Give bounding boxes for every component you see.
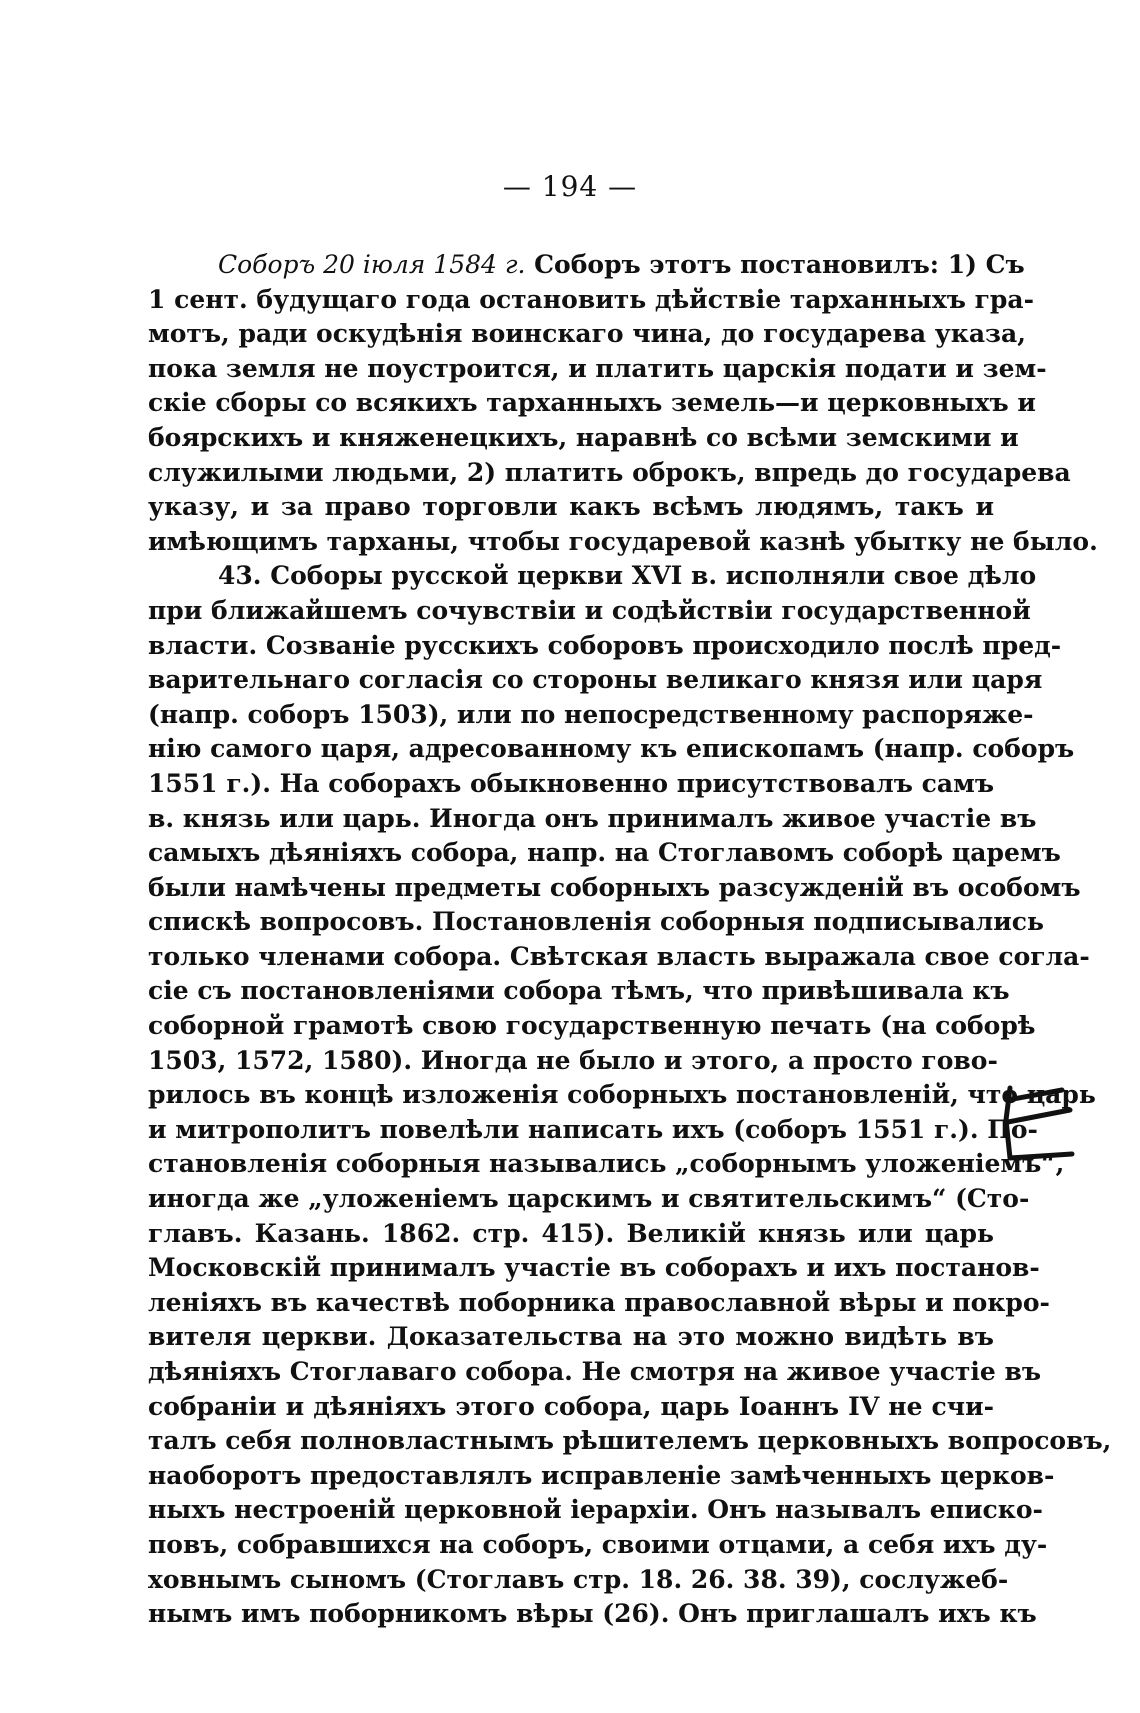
text-line: при ближайшемъ сочувствіи и содѣйствіи государственной [148,595,1031,625]
text-line: пока земля не поустроится, и платить царскія подати и зем- [148,353,1047,383]
body-text [148,248,1112,1632]
text-line-first [148,248,1025,283]
text-line: имѣющимъ тарханы, чтобы государевой казнѣ убытку не было. [148,526,1098,556]
text-line: (напр. соборъ 1503), или по непосредственному распоряже- [148,699,1034,729]
text-line: в. князь или царь. Иногда онъ принималъ живое участіе въ [148,803,1037,833]
text-line: самыхъ дѣяніяхъ собора, напр. на Стоглавомъ соборѣ царемъ [148,838,1061,868]
text-line: служилыми людьми, 2) платить оброкъ, впредь до государева [148,457,1071,487]
text-line: нію самого царя, адресованному къ епископамъ (напр. соборъ [148,734,1075,764]
text-line: Московскій принималъ участіе въ соборахъ и ихъ постанов- [148,1253,1040,1283]
text-line: ныхъ нестроеній церковной іерархіи. Онъ называлъ еписко- [148,1495,1043,1525]
text-line: рилось въ концѣ изложенія соборныхъ постановленій, что царь [148,1080,1096,1110]
text-line: спискѣ вопросовъ. Постановленія соборныя подписывались [148,907,1044,937]
page-number: — 194 — [502,170,638,203]
text-line: иногда же „уложеніемъ царскимъ и святительскимъ“ (Сто- [148,1184,1030,1214]
text-line: леніяхъ въ качествѣ поборника православной вѣры и покро- [148,1287,1050,1317]
handwritten-margin-mark-icon [1000,1080,1080,1170]
text-line: указу, и за право торговли какъ всѣмъ людямъ, такъ и [148,492,994,522]
paragraph-43-start: 43. Соборы русской церкви XVI в. исполняли свое дѣло [218,561,1037,591]
text-line: нымъ имъ поборникомъ вѣры (26). Онъ приглашалъ ихъ къ [148,1599,1037,1629]
text-line: 1 сент. будущаго года остановить дѣйствіе тарханныхъ гра- [148,284,1034,314]
text-line: мотъ, ради оскудѣнія воинскаго чина, до государева указа, [148,319,1026,349]
text-line: были намѣчены предметы соборныхъ разсужденій въ особомъ [148,872,1081,902]
text-line: только членами собора. Свѣтская власть выражала свое согла- [148,941,1090,971]
text-line: наоборотъ предоставлялъ исправленіе замѣченныхъ церков- [148,1460,1055,1490]
text-line: сіе съ постановленіями собора тѣмъ, что привѣшивала къ [148,976,1010,1006]
text-line: соборной грамотѣ свою государственную печать (на соборѣ [148,1011,1036,1041]
text-line: повъ, собравшихся на соборъ, своими отцами, а себя ихъ ду- [148,1529,1048,1559]
text-line: скіе сборы со всякихъ тарханныхъ земель—и церковныхъ и [148,388,1036,418]
text-line: и митрополитъ повелѣли написать ихъ (соборъ 1551 г.). По- [148,1114,1038,1144]
text-line: 1551 г.). На соборахъ обыкновенно присутствовалъ самъ [148,768,994,798]
text-line: варительнаго согласія со стороны великаго князя или царя [148,665,1043,695]
text-line: главъ. Казань. 1862. стр. 415). Великій князь или царь [148,1218,994,1248]
first-line-rest: Соборъ этотъ постановилъ: 1) Съ [525,250,1025,279]
text-line: ховнымъ сыномъ (Стоглавъ стр. 18. 26. 38. 39), сослужеб- [148,1564,1009,1594]
text-line: талъ себя полновластнымъ рѣшителемъ церковныхъ вопросовъ, [148,1426,1112,1456]
section-heading-italic: Соборъ 20 іюля 1584 г. [218,250,526,279]
text-line: собраніи и дѣяніяхъ этого собора, царь Іоаннъ IV не счи- [148,1391,994,1421]
text-line: становленія соборныя назывались „соборнымъ уложеніемъ“, [148,1149,1065,1179]
text-line: боярскихъ и княженецкихъ, наравнѣ со всѣми земскими и [148,422,1019,452]
text-line: дѣяніяхъ Стоглаваго собора. Не смотря на живое участіе въ [148,1357,1042,1386]
text-line: вителя церкви. Доказательства на это можно видѣть въ [148,1322,994,1352]
text-line: 1503, 1572, 1580). Иногда не было и этого, а просто гово- [148,1045,998,1075]
text-line: власти. Созваніе русскихъ соборовъ происходило послѣ пред- [148,630,1062,660]
